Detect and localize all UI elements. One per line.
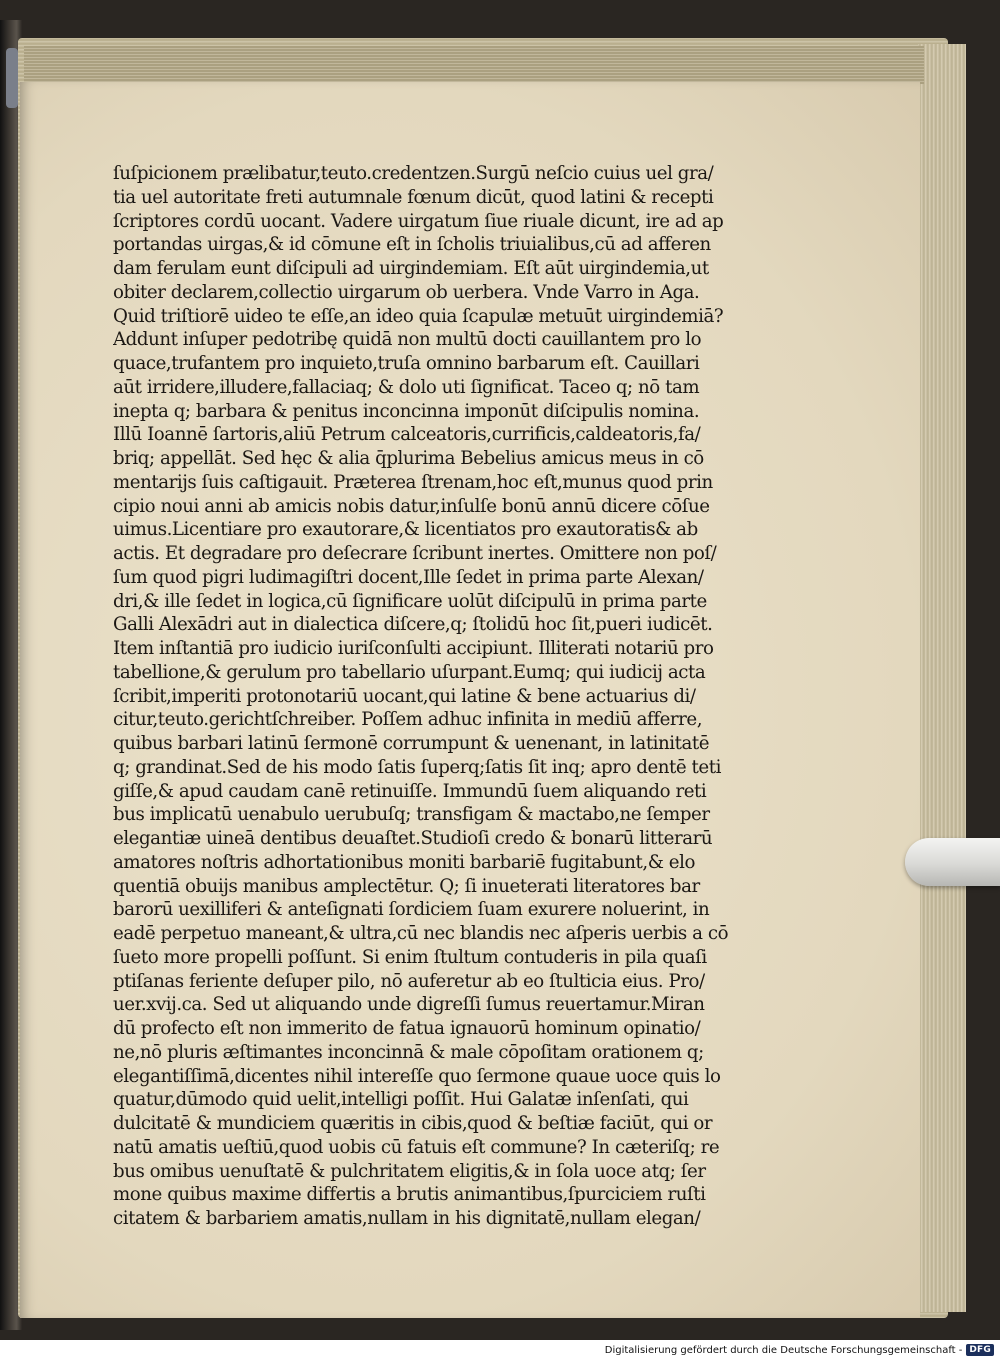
footer-credit: Digitalisierung gefördert durch die Deutsche Forschungsgemeinschaft - [604, 1344, 963, 1356]
text-line: Item inſtantiā pro iudicio iuriſconſulti accipiunt. Illiterati notariū pro [113, 638, 714, 659]
text-line: ptiſanas feriente deſuper pilo, nō auferetur ab eo ſtulticia eius. Pro/ [113, 970, 705, 992]
text-line: briq; appellāt. Sed hęc & alia q̄plurima Bebelius amicus meus in cō [113, 448, 704, 469]
text-line: dū profecto eſt non immerito de fatua ignauorū hominum opinatio/ [113, 1018, 701, 1039]
text-line: mone quibus maxime differtis a brutis animantibus,ſpurciciem ruſti [113, 1184, 706, 1206]
page-edge [918, 44, 966, 1312]
text-line: tabellione,& gerulum pro tabellario uſurpant.Eumq; qui iudicij acta [113, 661, 706, 683]
text-line: obiter declarem,collectio uirgarum ob uerbera. Vnde Varro in Aga. [113, 281, 700, 303]
text-line: citur,teuto.gerichtſchreiber. Poſſem adhuc infinita in mediū afferre, [113, 709, 703, 731]
text-line: citatem & barbariem amatis,nullam in his dignitatē,nullam elegan/ [113, 1208, 701, 1229]
text-line: ſuſpicionem prælibatur,teuto.credentzen.Surgū neſcio cuius uel gra/ [113, 163, 714, 184]
dfg-logo: DFG [966, 1344, 994, 1356]
text-line: giſſe,& apud caudam canē retinuiſſe. Immundū ſuem aliquando reti [113, 780, 707, 802]
text-line: quace,trufantem pro inquieto,truſa omnino barbarum eſt. Cauillari [113, 353, 700, 374]
text-line: cipio noui anni ab amicis nobis datur,inſulſe bonū annū dicere cōſue [113, 495, 710, 517]
text-line: ſcriptores cordū uocant. Vadere uirgatum ſiue riuale dicunt, ire ad ap [113, 210, 724, 232]
footer [605, 1341, 994, 1359]
text-line: uimus.Licentiare pro exautorare,& licentiatos pro exautoratis& ab [113, 519, 698, 541]
spine-band [6, 48, 18, 108]
page-clip [905, 838, 1000, 886]
page-text [113, 162, 778, 1231]
text-line: quibus barbari latinū ſermonē corrumpunt & uenenant, in latinitatē [113, 733, 710, 754]
text-line: barorū uexilliferi & anteſignati ſordiciem ſuam exurere noluerint, in [113, 899, 710, 921]
text-line: mentarijs ſuis caſtigauit. Præterea ſtrenam,hoc eſt,munus quod prin [113, 471, 713, 493]
text-line: Galli Alexādri aut in dialectica diſcere,q; ſtolidū hoc ſit,pueri iudicēt. [113, 614, 713, 636]
text-line: actis. Et degradare pro deſecrare ſcribunt inertes. Omittere non poſ/ [113, 543, 717, 564]
text-line: Quid triſtiorē uideo te eſſe,an ideo quia ſcapulæ metuūt uirgindemiā? [113, 305, 724, 327]
text-line: quatur,dūmodo quid uelit,intelligi poſſit. Hui Galatæ inſenſati, qui [113, 1089, 689, 1111]
text-line: ſueto more propelli poſſunt. Si enim ſtultum contuderis in pila quaſi [113, 946, 707, 968]
text-line: bus omibus uenuſtatē & pulchritatem eligitis,& in ſola uoce atq; ſer [113, 1160, 706, 1182]
text-line: eadē perpetuo maneant,& ultra,cū nec blandis nec aſperis uerbis a cō [113, 923, 729, 944]
text-line: q; grandinat.Sed de his modo ſatis ſuperq;ſatis ſit inq; apro dentē teti [113, 756, 721, 778]
text-line: Illū Ioannē ſartoris,aliū Petrum calceatoris,currificis,caldeatoris,fa/ [113, 424, 701, 446]
text-line: natū amatis ueſtiū,quod uobis cū fatuis eſt commune? In cæteriſq; re [113, 1136, 720, 1158]
text-line: dri,& ille ſedet in logica,cū ſignificare uolūt diſcipulū in prima parte [113, 590, 707, 612]
text-line: quentiā obuijs manibus amplectētur. Q; ſi inueterati literatores bar [113, 875, 700, 897]
text-line: ſcribit,imperiti protonotariū uocant,qui latine & bene actuarius di/ [113, 685, 696, 707]
text-line: ne,nō pluris æſtimantes inconcinnā & male cōpoſitam orationem q; [113, 1041, 704, 1063]
text-line: dulcitatē & mundiciem quæritis in cibis,quod & beſtiæ faciūt, qui or [113, 1113, 713, 1134]
text-line: tia uel autoritate freti autumnale fœnum dicūt, quod latini & recepti [113, 186, 714, 208]
page-top-edge [24, 46, 924, 84]
text-line: bus implicatū uenabulo uerubuſq; transfigam & mactabo,ne ſemper [113, 804, 710, 826]
text-line: Addunt inſuper pedotribę quidā non multū docti cauillantem pro lo [113, 329, 702, 351]
text-line: inepta q; barbara & penitus inconcinna imponūt diſcipulis nomina. [113, 400, 700, 422]
text-line: uer.xvij.ca. Sed ut aliquando unde digreſſi ſumus reuertamur.Miran [113, 994, 705, 1016]
text-line: aūt irridere,illudere,fallaciaq; & dolo uti ſignificat. Taceo q; nō tam [113, 376, 700, 398]
text-line: elegantiæ uineā dentibus deuaſtet.Studioſi credo & bonarū litterarū [113, 828, 713, 849]
text-line: portandas uirgas,& id cōmune eſt in ſcholis triuialibus,cū ad afferen [113, 234, 711, 256]
text-line: amatores noſtris adhortationibus moniti barbariē fugitabunt,& elo [113, 851, 695, 873]
text-line: dam ferulam eunt diſcipuli ad uirgindemiam. Eſt aūt uirgindemia,ut [113, 258, 709, 279]
text-line: elegantiſſimā,dicentes nihil intereſſe quo ſermone quaue uoce quis lo [113, 1065, 721, 1087]
text-line: ſum quod pigri ludimagiſtri docent,Ille ſedet in prima parte Alexan/ [113, 566, 704, 588]
